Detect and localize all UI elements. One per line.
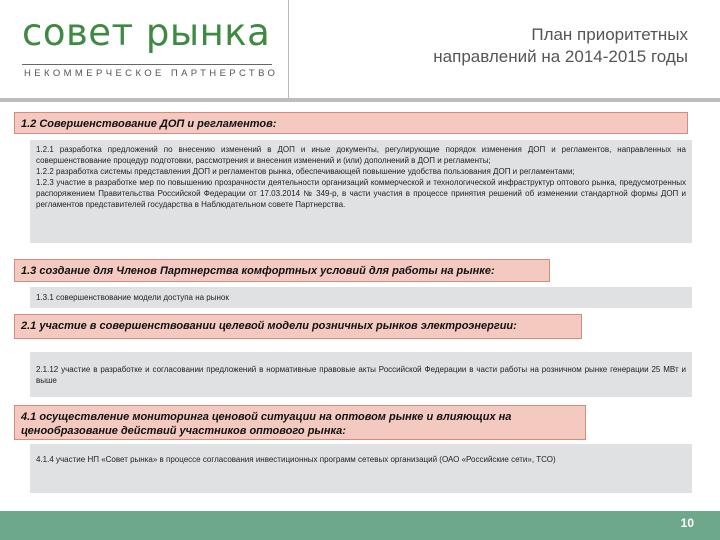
header-rule [0, 98, 720, 102]
title-line-2: направлений на 2014-2015 годы [433, 47, 688, 66]
logo-subtitle: НЕКОММЕРЧЕСКОЕ ПАРТНЕРСТВО [24, 68, 279, 79]
section-heading: 4.1 осуществление мониторинга ценовой ситуации на оптовом рынке и влияющих на ценообразование действий участников оптового рынка: [14, 405, 586, 440]
footer-bar [0, 511, 720, 540]
list-item: 1.2.2 разработка системы представления ДОП и регламентов рынка, обеспечивающей повышение удобства пользования ДОП и регламентами; [36, 167, 575, 176]
section-heading: 1.2 Совершенствование ДОП и регламентов: [14, 112, 688, 134]
list-item: 4.1.4 участие НП «Совет рынка» в процессе согласования инвестиционных программ сетевых организаций (ОАО «Российские сети», ТСО) [36, 455, 556, 464]
section-body [30, 352, 692, 397]
section-body [30, 140, 692, 243]
logo-wordmark: совет рынка [22, 11, 271, 54]
title-line-1: План приоритетных [531, 25, 688, 44]
section-body [30, 444, 692, 493]
list-item: 1.2.1 разработка предложений по внесению изменений в ДОП и иные документы, регулирующие порядок изменения ДОП и регламентов, направленных на совершенствование процедур подготовки, рассмотрения и внесения изменений и (или) дополнений в ДОП и регламенты; [36, 145, 686, 165]
list-item: 1.2.3 участие в разработке мер по повышению прозрачности деятельности организаций коммерческой и технологической инфраструктур оптового рынка, предусмотренных распоряжением Правительства Российской Федерации от 17.03.2014 № 349-р, в части участия в процессе принятия решений об изменении стандартной формы ДОП и регламентов представителей государства в Наблюдательном совете Партнерства. [36, 178, 686, 209]
list-item: 1.3.1 совершенствование модели доступа на рынок [36, 293, 229, 302]
header-divider [288, 0, 289, 98]
section-heading: 1.3 создание для Членов Партнерства комфортных условий для работы на рынке: [14, 259, 550, 282]
section-body [30, 287, 692, 308]
page-number: 10 [680, 516, 694, 530]
logo-divider [22, 64, 272, 65]
page-title [348, 24, 688, 68]
section-heading: 2.1 участие в совершенствовании целевой модели розничных рынков электроэнергии: [14, 314, 582, 339]
list-item: 2.1.12 участие в разработке и согласовании предложений в нормативные правовые акты Российской Федерации в части работы на розничном рынке генерации 25 МВт и выше [36, 365, 686, 385]
